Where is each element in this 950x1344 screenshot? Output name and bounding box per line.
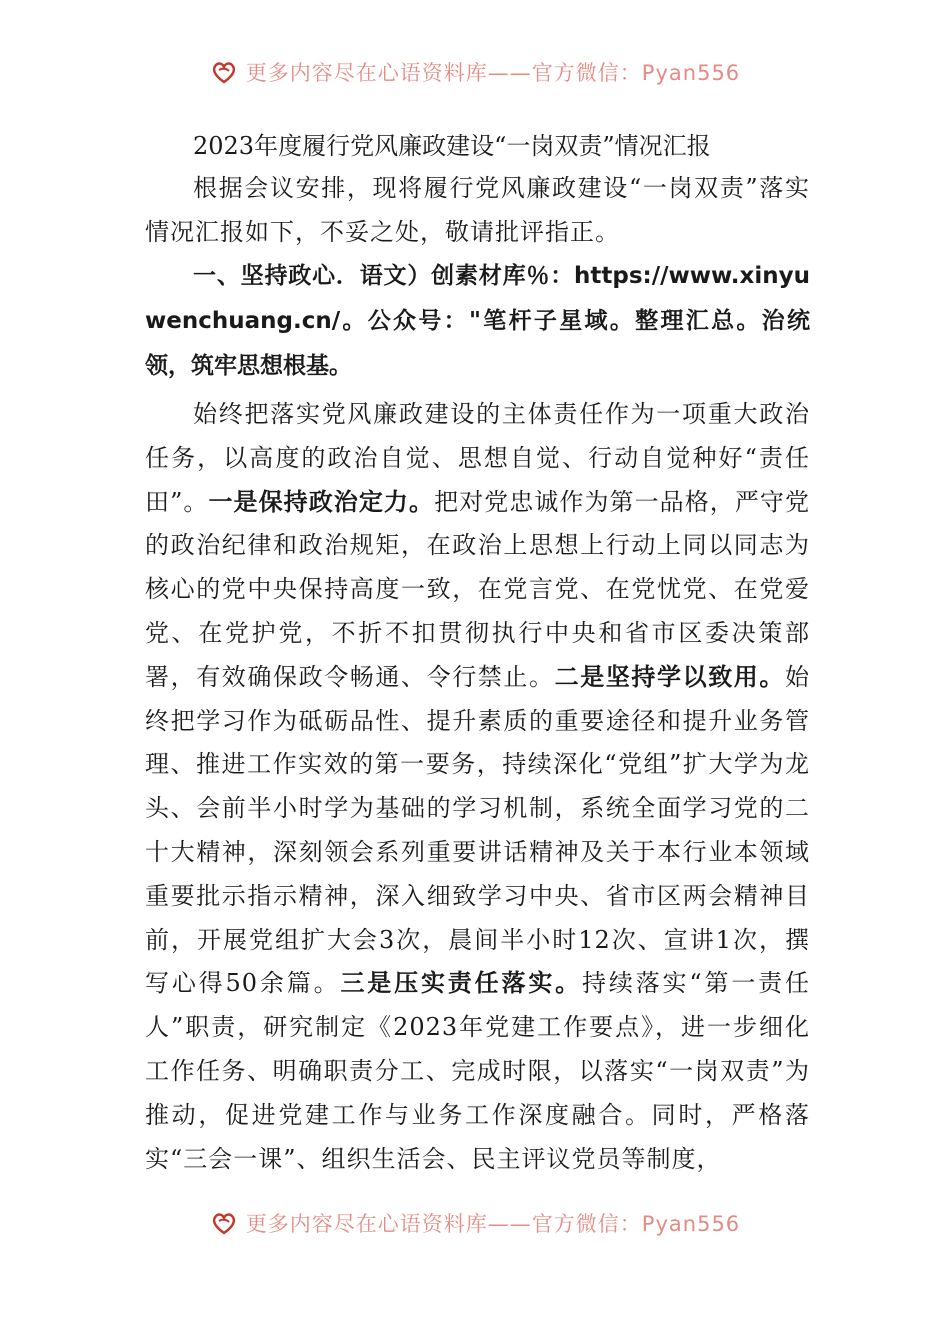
watermark-footer <box>0 1203 950 1243</box>
body-text-3: 始终把学习作为砥砺品性、提升素质的重要途径和提升业务管理、推进工作实效的第一要务，持续深化“党组”扩大学为龙头、会前半小时学为基础的学习机制，系统全面学习党的二十大精神，深刻领会系列重要讲话精神及关于本行业本领域重要批示指示精神，深入细致学习中央、省市区两会精神目前，开展党组扩大会3次，晨间半小时12次、宣讲1次，撰写心得50余篇。 <box>145 662 811 998</box>
section-heading-1: 一、坚持政心．语文）创素材库％：https://www.xinyuwenchuang.cn/。公众号："笔杆子星域。整理汇总。治统领，筑牢思想根基。 <box>145 263 810 379</box>
body-text-4: 持续落实“第一责任人”职责，研究制定《2023年党建工作要点》，进一步细化工作任务、明确职责分工、完成时限，以落实“一岗双责”为推动，促进党建工作与业务工作深度融合。同时，严格落实“三会一课”、组织生活会、民主评议党员等制度， <box>145 969 811 1173</box>
bold-point-1: 一是保持政治定力。 <box>208 487 435 516</box>
body-text-2: 把对党忠诚作为第一品格，严守党的政治纪律和政治规矩，在政治上思想上行动上同以同志为核心的党中央保持高度一致，在党言党、在党忧党、在党爱党、在党护党，不折不扣贯彻执行中央和省市区委决策部署，有效确保政令畅通、令行禁止。 <box>145 487 811 691</box>
heart-logo-icon <box>210 1209 238 1237</box>
bold-point-2: 二是坚持学以致用。 <box>554 662 786 691</box>
intro-paragraph: 根据会议安排，现将履行党风廉政建设“一岗双责”落实情况汇报如下，不妥之处，敬请批评指正。 <box>145 174 810 246</box>
heart-logo-icon <box>210 58 238 86</box>
watermark-header <box>0 52 950 92</box>
body-text-1: 始终把落实党风廉政建设的主体责任作为一项重大政治任务，以高度的政治自觉、思想自觉、行动自觉种好“责任田”。 <box>145 400 810 516</box>
document-body <box>145 126 810 1181</box>
watermark-text: 更多内容尽在心语资料库——官方微信：Pyan556 <box>245 1212 741 1236</box>
page-title: 2023年度履行党风廉政建设“一岗双责”情况汇报 <box>193 132 711 160</box>
bold-point-3: 三是压实责任落实。 <box>340 969 583 998</box>
watermark-text: 更多内容尽在心语资料库——官方微信：Pyan556 <box>245 61 741 85</box>
section-1-paragraph <box>145 393 810 1181</box>
